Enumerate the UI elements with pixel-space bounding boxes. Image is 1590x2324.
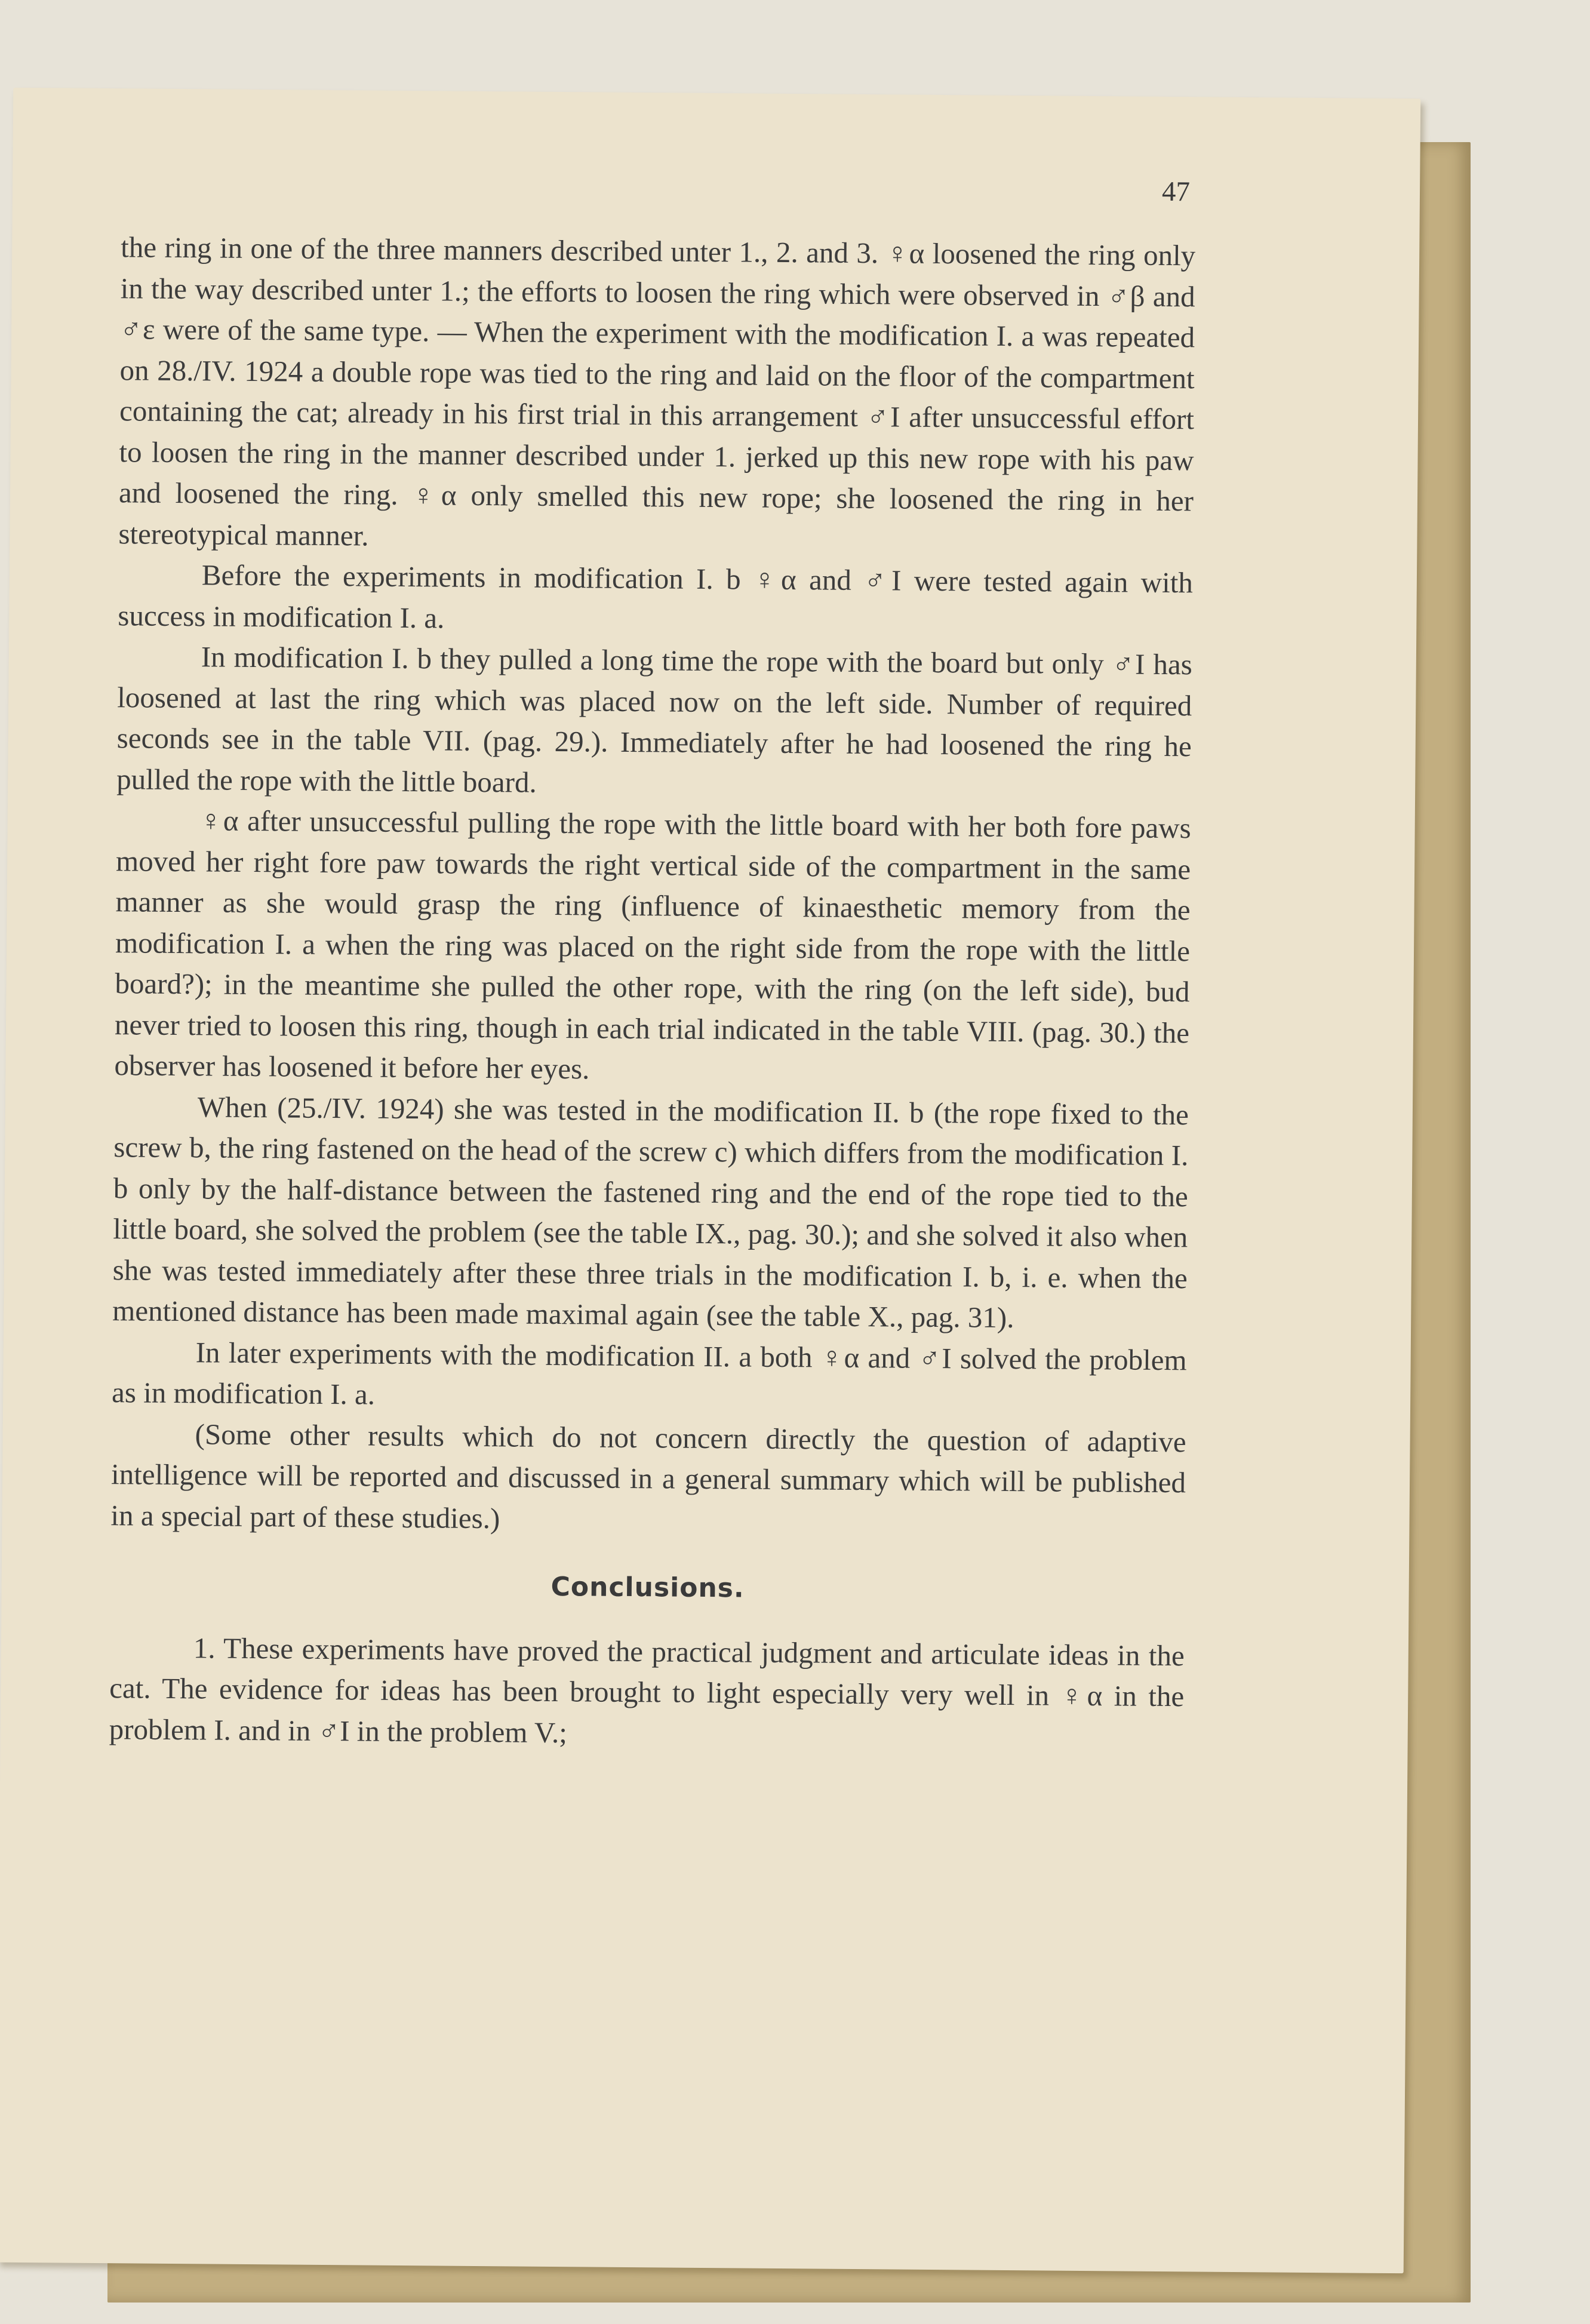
- paragraph-other-results: (Some other results which do not concern directly the question of adaptive intelligence will be reported and discussed in a general summary which will be published in a special part of these studies.): [110, 1417, 1186, 1535]
- paragraph-continuation: the ring in one of the three manners described unter 1., 2. and 3. ♀α loosened the ring only in the way described unter 1.; the efforts to loosen the ring which were observed in ♂β and ♂ε were of the same type. — When the experiment with the modification I. a was repeated on 28./IV. 1924 a double rope was tied to the ring and laid on the floor of the compartment containing the cat; already in his first trial in this arrangement ♂I after unsuccessful effort to loosen the ring in the manner described under 1. jerked up this new rope with his paw and loosened the ring. ♀α only smelled this new rope; she loosened the ring in her stereotypical manner.: [118, 230, 1196, 552]
- page-number: 47: [1161, 176, 1191, 208]
- conclusion-paragraph-1: 1. These experiments have proved the practical judgment and articulate ideas in the cat. The evidence for ideas has been brought to light especially very well in ♀α in the problem I. and in ♂I in the problem V.;: [109, 1631, 1185, 1749]
- body-text: [109, 227, 1195, 1758]
- paragraph-when-tested: When (25./IV. 1924) she was tested in the modification II. b (the rope fixed to the screw b, the ring fastened on the head of the screw c) which differs from the modification I. b only by the half-distance between the fastened ring and the end of the rope tied to the little board, she solved the problem (see the table IX., pag. 30.); and she solved it also when she was tested immediately after these three trials in the modification I. b, i. e. when the mentioned distance has been made maximal again (see the table X., pag. 31).: [112, 1090, 1189, 1335]
- paragraph-later-experiments: In later experiments with the modification II. a both ♀α and ♂I solved the problem as in modification I. a.: [111, 1335, 1187, 1411]
- paragraph-modification-1b: In modification I. b they pulled a long time the rope with the board but only ♂I has loosened at last the ring which was placed now on the left side. Number of required seconds see in the table VII. (pag. 29.). Immediately after he had loosened the ring he pulled the rope with the little board.: [116, 640, 1193, 799]
- paragraph-female-alpha: ♀α after unsuccessful pulling the rope with the little board with her both fore paws moved her right fore paw towards the right vertical side of the compartment in the same manner as she would grasp the ring (influence of kinaesthetic memory from the modification I. a when the ring was placed on the right side from the rope with the little board?); in the meantime she pulled the other rope, with the ring (on the left side), bud never tried to loosen this ring, though in each trial indicated in the table VIII. (pag. 30.) the observer has loosened it before her eyes.: [114, 804, 1191, 1086]
- paragraph-before-experiments: Before the experiments in modification I. b ♀α and ♂I were tested again with success in modification I. a.: [118, 558, 1194, 634]
- section-heading: Conclusions.: [550, 1571, 745, 1604]
- document-page: [0, 88, 1420, 2273]
